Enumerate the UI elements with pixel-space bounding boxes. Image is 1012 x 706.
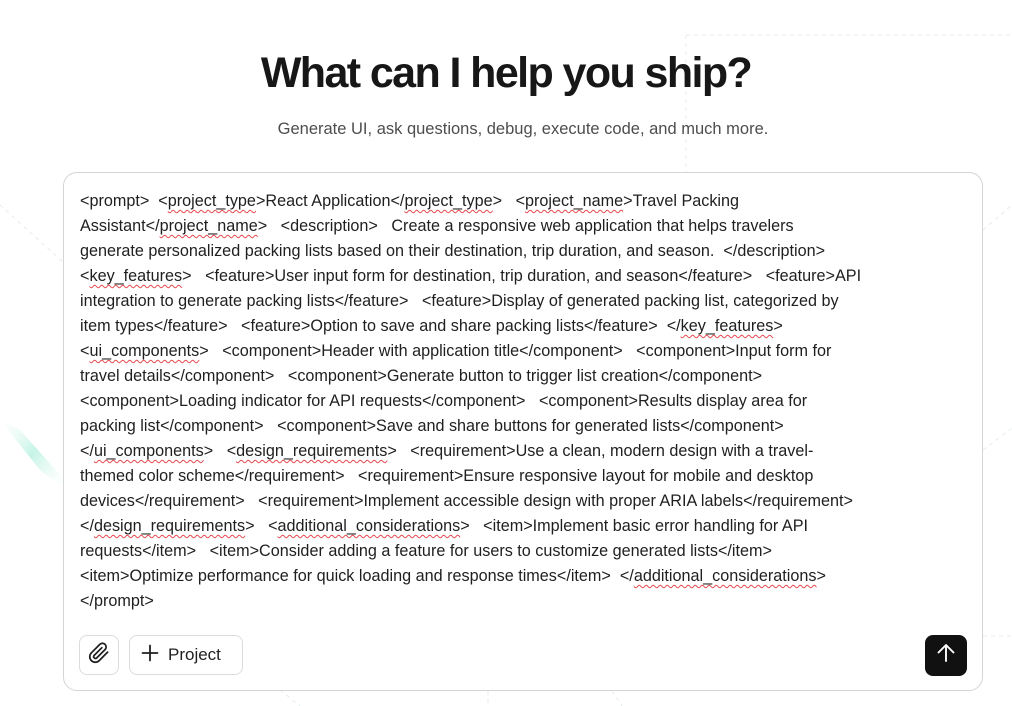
- prompt-text-segment: <component>Loading indicator for API requests</component> <component>Results display area for: [80, 392, 808, 410]
- prompt-text-segment: generate personalized packing lists based on their destination, trip duration, and season. </description>: [80, 242, 826, 260]
- misspelled-word: design_requirements: [93, 517, 246, 535]
- page-title: What can I help you ship?: [260, 49, 752, 97]
- misspelled-word: project_type: [404, 192, 493, 210]
- prompt-text-segment: devices</requirement> <requirement>Implement accessible design with proper ARIA labels</requirement>: [80, 492, 853, 510]
- prompt-line: [80, 214, 970, 239]
- plus-icon: [141, 644, 159, 667]
- prompt-textarea[interactable]: [80, 189, 970, 614]
- prompt-line: [80, 489, 970, 514]
- misspelled-word: additional_considerations: [633, 567, 817, 585]
- misspelled-word: key_features: [89, 267, 183, 285]
- prompt-text-segment: travel details</component> <component>Generate button to trigger list creation</component>: [80, 367, 763, 385]
- prompt-text-segment: > <description> Create a responsive web application that helps travelers: [257, 217, 794, 235]
- prompt-line: [80, 464, 970, 489]
- prompt-text-segment: > <: [492, 192, 526, 210]
- prompt-text-segment: packing list</component> <component>Save and share buttons for generated lists</component>: [80, 417, 784, 435]
- prompt-line: [80, 289, 970, 314]
- page-subtitle: Generate UI, ask questions, debug, execute code, and much more.: [277, 120, 769, 138]
- prompt-text-segment: <: [80, 267, 90, 285]
- attach-button[interactable]: [79, 635, 119, 675]
- prompt-composer: [63, 172, 983, 691]
- prompt-line: [80, 389, 970, 414]
- arrow-up-icon: [935, 642, 957, 669]
- prompt-line: [80, 439, 970, 464]
- add-project-button[interactable]: [129, 635, 243, 675]
- prompt-line: [80, 589, 970, 614]
- prompt-text-segment: > <item>Implement basic error handling for API: [460, 517, 808, 535]
- prompt-text-segment: >: [773, 317, 783, 335]
- prompt-line: [80, 314, 970, 339]
- prompt-line: [80, 364, 970, 389]
- misspelled-word: project_name: [159, 217, 258, 235]
- prompt-text-segment: <prompt> <: [80, 192, 168, 210]
- prompt-text-segment: > <feature>User input form for destination, trip duration, and season</feature> <feature>API: [182, 267, 862, 285]
- prompt-text-segment: requests</item> <item>Consider adding a feature for users to customize generated lists</item>: [80, 542, 772, 560]
- paperclip-icon: [88, 642, 110, 669]
- prompt-text-segment: >Travel Packing: [623, 192, 740, 210]
- prompt-text-segment: </prompt>: [80, 592, 154, 610]
- prompt-text-segment: <item>Optimize performance for quick loading and response times</item> </: [80, 567, 634, 585]
- prompt-line: [80, 514, 970, 539]
- misspelled-word: key_features: [680, 317, 774, 335]
- misspelled-word: ui_components: [89, 342, 200, 360]
- prompt-text-segment: >: [816, 567, 826, 585]
- prompt-line: [80, 264, 970, 289]
- prompt-line: [80, 564, 970, 589]
- misspelled-word: additional_considerations: [277, 517, 461, 535]
- prompt-text-segment: item types</feature> <feature>Option to save and share packing lists</feature> </: [80, 317, 681, 335]
- misspelled-word: design_requirements: [236, 442, 388, 460]
- project-button-label: Project: [168, 645, 221, 664]
- prompt-text-segment: > <requirement>Use a clean, modern design with a travel-: [387, 442, 814, 460]
- send-button[interactable]: [925, 635, 967, 676]
- prompt-line: [80, 539, 970, 564]
- prompt-text-segment: integration to generate packing lists</feature> <feature>Display of generated packing list, categorized by: [80, 292, 839, 310]
- prompt-text-segment: > <component>Header with application title</component> <component>Input form for: [199, 342, 832, 360]
- prompt-text-segment: <: [80, 342, 90, 360]
- prompt-text-segment: > <: [245, 517, 278, 535]
- prompt-text-segment: > <: [203, 442, 237, 460]
- prompt-line: [80, 239, 970, 264]
- misspelled-word: ui_components: [93, 442, 204, 460]
- prompt-text-segment: </: [80, 517, 94, 535]
- prompt-text-segment: themed color scheme</requirement> <requirement>Ensure responsive layout for mobile and desktop: [80, 467, 814, 485]
- prompt-text-segment: </: [80, 442, 94, 460]
- misspelled-word: project_name: [525, 192, 624, 210]
- prompt-text-segment: Assistant</: [80, 217, 160, 235]
- prompt-line: [80, 189, 970, 214]
- prompt-line: [80, 414, 970, 439]
- misspelled-word: project_type: [167, 192, 256, 210]
- prompt-line: [80, 339, 970, 364]
- prompt-text-segment: >React Application</: [255, 192, 405, 210]
